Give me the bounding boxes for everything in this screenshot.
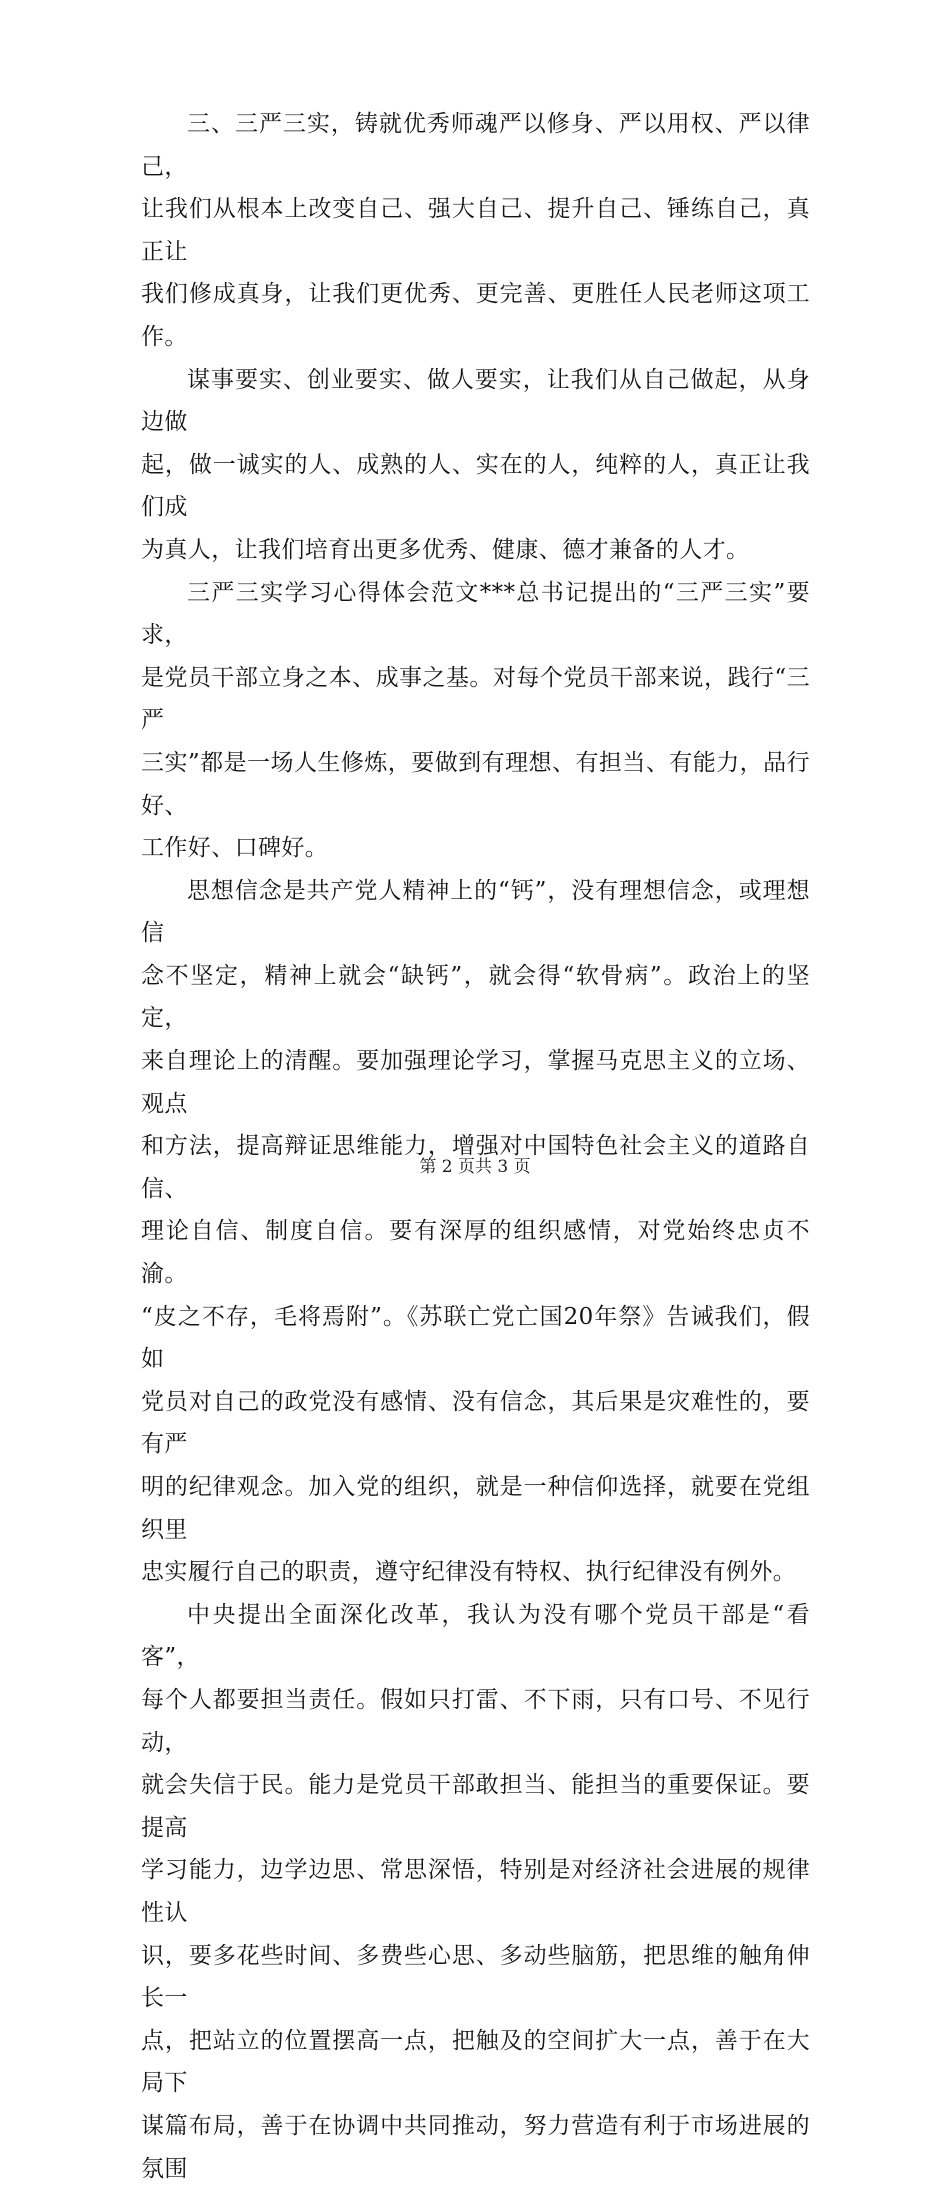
paragraph: 思想信念是共产党人精神上的“钙”，没有理想信念，或理想信 念不坚定，精神上就会“缺钙”，就会得“软骨病”。政治上的坚定， 来自理论上的清醒。要加强理论学习，掌握马克思主义的立场、观点 和方法，提高辩证思维能力，增强对中国特色社会主义的道路自信、 理论自信、制度自信。要有深厚的组织感情，对党始终忠贞不渝。 “皮之不存，毛将焉附”。《苏联亡党亡国20年祭》告诫我们，假如 党员对自己的政党没有感情、没有信念，其后果是灾难性的，要有严 明的纪律观念。加入党的组织，就是一种信仰选择，就要在党组织里 忠实履行自己的职责，遵守纪律没有特权、执行纪律没有例外。 <box>141 877 810 1586</box>
paragraph: 三、三严三实，铸就优秀师魂严以修身、严以用权、严以律己， 让我们从根本上改变自己、强大自己、提升自己、锤练自己，真正让 我们修成真身，让我们更优秀、更完善、更胜任人民老师这项工作。 <box>141 111 810 350</box>
paragraph: 谋事要实、创业要实、做人要实，让我们从自己做起，从身边做 起，做一诚实的人、成熟的人、实在的人，纯粹的人，真正让我们成 为真人，让我们培育出更多优秀、健康、德才兼备的人才。 <box>141 366 810 563</box>
page-number-footer: 第 2 页共 3 页 <box>419 1157 531 1177</box>
paragraph: 中央提出全面深化改革，我认为没有哪个党员干部是“看客”， 每个人都要担当责任。假如只打雷、不下雨，只有口号、不见行动， 就会失信于民。能力是党员干部敢担当、能担当的重要保证。要提高 学习能力，边学边思、常思深悟，特别是对经济社会进展的规律性认 识，要多花些时间、多费些心思、多动些脑筋，把思维的触角伸长一 点，把站立的位置摆高一点，把触及的空间扩大一点，善于在大局下 谋篇布局，善于在协调中共同推动，努力营造有利于市场进展的氛围 <box>141 1601 810 2182</box>
document-body <box>141 103 810 2190</box>
paragraph: 三严三实学习心得体会范文***总书记提出的“三严三实”要求， 是党员干部立身之本、成事之基。对每个党员干部来说，践行“三严 三实”都是一场人生修炼，要做到有理想、有担当、有能力，品行好、 工作好、口碑好。 <box>141 579 810 862</box>
